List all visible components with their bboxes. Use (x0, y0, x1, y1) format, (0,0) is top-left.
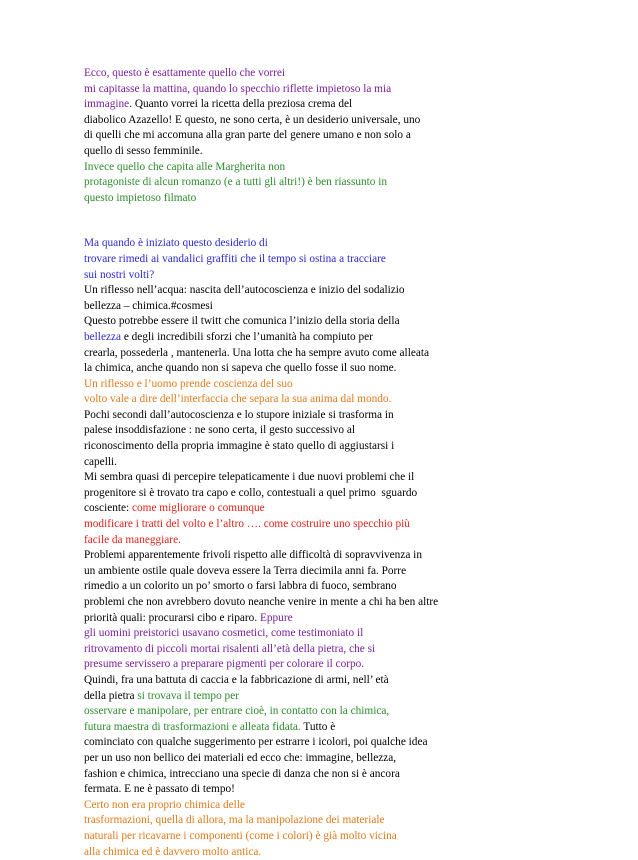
text-line (84, 82, 564, 98)
text-line (84, 191, 564, 207)
text-line (84, 160, 564, 176)
text-segment: immagine (84, 98, 129, 110)
text-line (84, 314, 564, 330)
text-line (84, 798, 564, 814)
text-segment: Un riflesso nell’acqua: nascita dell’autocoscienza e inizio del sodalizio (84, 284, 405, 296)
text-line (84, 113, 564, 129)
text-line (84, 845, 564, 860)
text-segment: sui nostri volti? (84, 269, 154, 281)
text-segment: . Quanto vorrei la ricetta della preziosa crema del (129, 98, 352, 110)
text-segment: Mi sembra quasi di percepire telepaticamente i due nuovi problemi che il (84, 471, 414, 483)
text-segment: cosciente: (84, 502, 132, 514)
text-segment: naturali per ricavarne i componenti (come i colori) è già molto vicina (84, 830, 397, 842)
text-segment: si trovava il tempo per (137, 690, 239, 702)
text-segment: problemi che non avrebbero dovuto neanche venire in mente a chi ha ben altre (84, 596, 438, 608)
text-segment: bellezza – chimica.#cosmesi (84, 300, 213, 312)
paragraph-main (84, 236, 564, 860)
text-line (84, 439, 564, 455)
text-segment: mi capitasse la mattina, quando lo specchio riflette impietoso la mia (84, 83, 391, 95)
text-segment: ritrovamento di piccoli mortai risalenti all’età della pietra, che si (84, 643, 375, 655)
text-segment: Eppure (260, 612, 293, 624)
text-line (84, 829, 564, 845)
text-line (84, 579, 564, 595)
text-segment: Tutto è (301, 721, 336, 733)
text-segment: quello di sesso femminile. (84, 145, 203, 157)
text-segment: diabolico Azazello! E questo, ne sono certa, è un desiderio universale, uno (84, 114, 420, 126)
text-segment: Problemi apparentemente frivoli rispetto alle difficoltà di sopravvivenza in (84, 549, 422, 561)
text-segment: Un riflesso e l’uomo prende coscienza del suo (84, 378, 293, 390)
text-segment: facile da maneggiare. (84, 534, 181, 546)
text-line (84, 330, 564, 346)
text-segment: riconoscimento della propria immagine è stato quello di aggiustarsi i (84, 440, 394, 452)
text-segment: la chimica, anche quando non si sapeva che quello fosse il suo nome. (84, 362, 396, 374)
text-line (84, 283, 564, 299)
text-line (84, 423, 564, 439)
text-line (84, 642, 564, 658)
text-segment: trasformazioni, quella di allora, ma la manipolazione dei materiale (84, 814, 385, 826)
text-line (84, 346, 564, 362)
text-segment: cominciato con qualche suggerimento per estrarre i icolori, poi qualche idea (84, 736, 427, 748)
text-line (84, 533, 564, 549)
text-segment: Invece quello che capita alle Margherita non (84, 161, 285, 173)
text-line (84, 611, 564, 627)
text-segment: osservare e manipolare, per entrare cioè, in contatto con la chimica, (84, 705, 389, 717)
text-segment: e degli incredibili sforzi che l’umanità ha compiuto per (121, 331, 373, 343)
text-line (84, 548, 564, 564)
text-segment: trovare rimedi ai vandalici graffiti che il tempo si ostina a tracciare (84, 253, 386, 265)
text-segment: Certo non era proprio chimica delle (84, 799, 245, 811)
paragraph-intro (84, 66, 564, 206)
text-segment: della pietra (84, 690, 137, 702)
text-segment: priorità quali: procurarsi cibo e riparo. (84, 612, 260, 624)
text-line (84, 392, 564, 408)
text-segment: fermata. E ne è passato di tempo! (84, 783, 235, 795)
paragraph-gap (84, 206, 564, 236)
document-body (84, 66, 564, 860)
text-segment: per un uso non bellico dei materiali ed ecco che: immagine, bellezza, (84, 752, 396, 764)
text-line (84, 236, 564, 252)
text-segment: modificare i tratti del volto e l’altro …. come costruire uno specchio più (84, 518, 410, 530)
text-line (84, 128, 564, 144)
text-segment: di quelli che mi accomuna alla gran parte del genere umano e non solo a (84, 129, 411, 141)
text-line (84, 657, 564, 673)
text-line (84, 455, 564, 471)
text-line (84, 673, 564, 689)
text-line (84, 299, 564, 315)
text-segment: palese insoddisfazione : ne sono certa, il gesto successivo al (84, 424, 355, 436)
text-segment: come migliorare o comunque (132, 502, 265, 514)
text-line (84, 252, 564, 268)
text-segment: protagoniste di alcun romanzo (e a tutti gli altri!) è ben riassunto in (84, 176, 387, 188)
text-line (84, 66, 564, 82)
text-line (84, 517, 564, 533)
text-line (84, 268, 564, 284)
text-segment: fashion e chimica, intrecciano una specie di danza che non si è ancora (84, 768, 400, 780)
text-segment: volto vale a dire dell’interfaccia che separa la sua anima dal mondo. (84, 393, 391, 405)
text-line (84, 704, 564, 720)
text-segment: presume servissero a preparare pigmenti per colorare il corpo. (84, 658, 364, 670)
text-line (84, 564, 564, 580)
text-segment: Pochi secondi dall’autocoscienza e lo stupore iniziale si trasforma in (84, 409, 394, 421)
text-line (84, 735, 564, 751)
text-line (84, 813, 564, 829)
text-segment: Quindi, fra una battuta di caccia e la fabbricazione di armi, nell’ età (84, 674, 389, 686)
text-line (84, 377, 564, 393)
text-segment: progenitore si è trovato tra capo e collo, contestuali a quel primo sguardo (84, 487, 417, 499)
text-segment: futura maestra di trasformazioni e alleata fidata. (84, 721, 301, 733)
text-line (84, 175, 564, 191)
text-segment: Questo potrebbe essere il twitt che comunica l’inizio della storia della (84, 315, 400, 327)
text-line (84, 689, 564, 705)
text-line (84, 782, 564, 798)
text-line (84, 751, 564, 767)
text-segment: alla chimica ed è davvero molto antica. (84, 846, 261, 858)
text-line (84, 626, 564, 642)
text-segment: bellezza (84, 331, 121, 343)
text-segment: gli uomini preistorici usavano cosmetici, come testimoniato il (84, 627, 363, 639)
text-line (84, 97, 564, 113)
text-line (84, 408, 564, 424)
text-line (84, 595, 564, 611)
text-segment: rimedio a un colorito un po’ smorto o farsi labbra di fuoco, sembrano (84, 580, 397, 592)
text-segment: crearla, possederla , mantenerla. Una lotta che ha sempre avuto come alleata (84, 347, 429, 359)
text-line (84, 144, 564, 160)
text-segment: un ambiente ostile quale doveva essere la Terra diecimila anni fa. Porre (84, 565, 406, 577)
text-segment: capelli. (84, 456, 117, 468)
text-line (84, 361, 564, 377)
text-segment: Ecco, questo è esattamente quello che vorrei (84, 67, 285, 79)
text-line (84, 470, 564, 486)
text-line (84, 767, 564, 783)
text-line (84, 486, 564, 502)
text-line (84, 720, 564, 736)
text-line (84, 501, 564, 517)
text-segment: questo impietoso filmato (84, 192, 196, 204)
text-segment: Ma quando è iniziato questo desiderio di (84, 237, 268, 249)
